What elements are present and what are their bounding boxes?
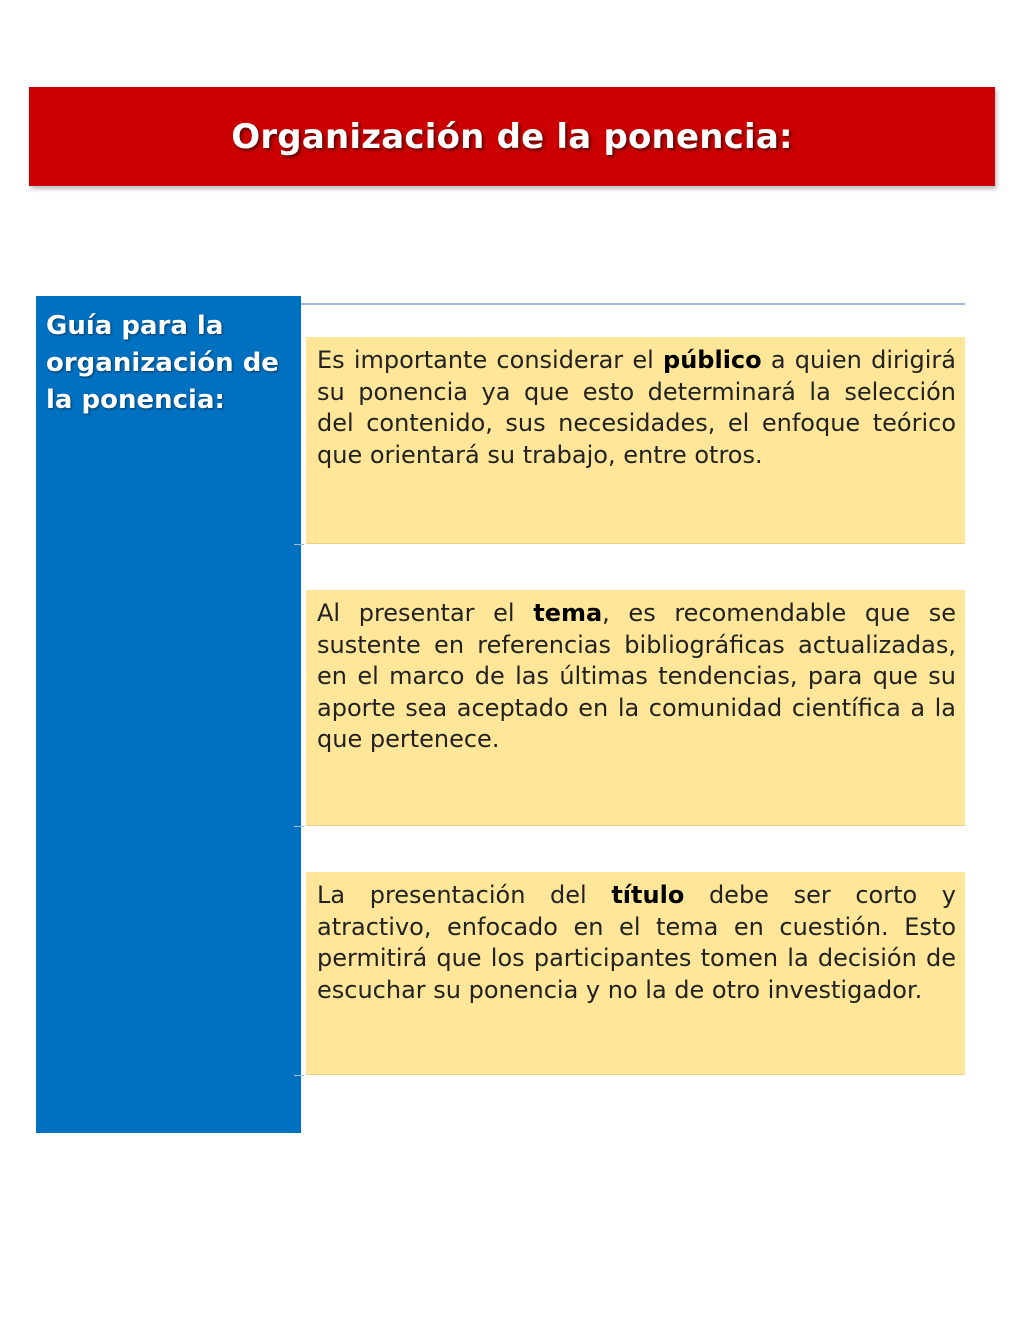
page-title: Organización de la ponencia: — [231, 116, 793, 157]
keyword-tema: tema — [533, 599, 603, 627]
card-tema — [306, 590, 965, 826]
keyword-titulo: título — [611, 881, 685, 909]
divider-tick — [294, 826, 304, 827]
card-text: La presentación del título debe ser corto y atractivo, enfocado en el tema en cuestión. Esto permitirá que los participantes tomen la decisión de escuchar su ponencia y no la de otro investigador. — [317, 881, 956, 1004]
card-publico — [306, 337, 965, 544]
guide-heading: Guía para la organización de la ponencia: — [46, 311, 279, 415]
card-titulo — [306, 872, 965, 1075]
divider-tick — [294, 544, 304, 545]
top-divider — [301, 303, 965, 305]
title-banner — [29, 87, 995, 186]
keyword-publico: público — [663, 346, 762, 374]
card-text: Es importante considerar el público a quien dirigirá su ponencia ya que esto determinará la selección del contenido, sus necesidades, el enfoque teórico que orientará su trabajo, entre otros. — [317, 346, 956, 469]
divider-tick — [294, 1075, 304, 1076]
card-text: Al presentar el tema, es recomendable que se sustente en referencias bibliográficas actualizadas, en el marco de las últimas tendencias, para que su aporte sea aceptado en la comunidad científica a la que pertenece. — [317, 599, 957, 753]
guide-panel — [36, 296, 301, 1133]
